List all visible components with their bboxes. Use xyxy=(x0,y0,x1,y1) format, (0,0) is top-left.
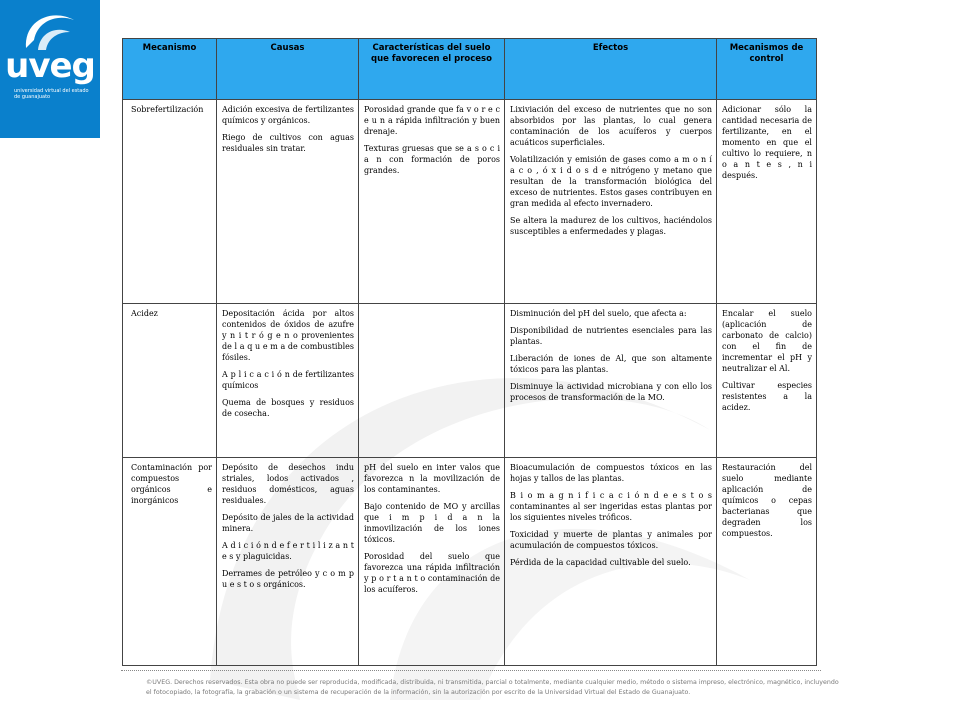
cell-mecanismo xyxy=(123,458,217,666)
mecanismo-text: Sobrefertilización xyxy=(131,105,204,114)
footer-divider xyxy=(121,670,821,672)
causa-text: Adición excesiva de fertilizantes químicos y orgánicos. xyxy=(222,105,354,125)
cell-mecanismo xyxy=(123,100,217,304)
header-caracteristicas: Características del suelo que favorecen el proceso xyxy=(359,39,505,100)
cell-causas xyxy=(217,304,359,458)
causa-text: A p l i c a c i ó n de fertilizantes químicos xyxy=(222,370,354,390)
cell-control xyxy=(717,100,817,304)
efecto-text: Liberación de iones de Al, que son altamente tóxicos para las plantas. xyxy=(510,354,712,374)
logo-wordmark: uveg xyxy=(5,46,95,86)
caracteristica-text: pH del suelo en inter valos que favorezca n la movilización de los contaminantes. xyxy=(364,463,500,494)
cell-efectos xyxy=(505,458,717,666)
copyright-notice: ©UVEG. Derechos reservados. Esta obra no puede ser reproducida, modificada, distribuida, ni transmitida, parcial o totalmente, mediante cualquier medio, método o sistema impreso, electrónico, magnético, incluyendo el fotocopiado, la fotografía, la grabación o un sistema de recuperación de la información, sin la autorización por escrito de la Universidad Virtual del Estado de Guanajuato. xyxy=(146,679,839,696)
table-row xyxy=(123,100,817,304)
header-efectos: Efectos xyxy=(505,39,717,100)
control-text: Encalar el suelo (aplicación de carbonato de calcio) con el fin de incrementar el pH y neutralizar el Al. xyxy=(722,309,812,373)
causa-text: Depósito de desechos indu striales, lodos activados , residuos domésticos, aguas residuales. xyxy=(222,463,354,505)
soil-degradation-table xyxy=(122,38,817,666)
cell-causas xyxy=(217,100,359,304)
cell-efectos xyxy=(505,304,717,458)
control-text: Cultivar especies resistentes a la acidez. xyxy=(722,381,812,412)
caracteristica-text: Bajo contenido de MO y arcillas que i m p i d a n la inmovilización de los iones tóxicos. xyxy=(364,502,500,544)
causa-text: A d i c i ó n d e f e r t i l i z a n t e s y plaguicidas. xyxy=(222,541,354,561)
header-control: Mecanismos de control xyxy=(717,39,817,100)
cell-caracteristicas xyxy=(359,458,505,666)
uveg-logo xyxy=(0,0,100,138)
cell-caracteristicas xyxy=(359,100,505,304)
cell-causas xyxy=(217,458,359,666)
caracteristica-text: Porosidad grande que fa v o r e c e u n a rápida infiltración y buen drenaje. xyxy=(364,105,500,136)
efecto-text: Bioacumulación de compuestos tóxicos en las hojas y tallos de las plantas. xyxy=(510,463,712,483)
causa-text: Quema de bosques y residuos de cosecha. xyxy=(222,398,354,418)
caracteristica-text: Porosidad del suelo que favorezca una rápida infiltración y p o r t a n t o contaminación de los acuíferos. xyxy=(364,552,500,594)
soil-degradation-table-container xyxy=(122,38,816,666)
efecto-text: Pérdida de la capacidad cultivable del suelo. xyxy=(510,558,691,567)
cell-control xyxy=(717,304,817,458)
cell-efectos xyxy=(505,100,717,304)
caracteristica-text: Texturas gruesas que se a s o c i a n con formación de poros grandes. xyxy=(364,144,500,175)
efecto-text: Disminuye la actividad microbiana y con ello los procesos de transformación de la MO. xyxy=(510,382,712,402)
cell-mecanismo xyxy=(123,304,217,458)
efecto-text: Toxicidad y muerte de plantas y animales por acumulación de compuestos tóxicos. xyxy=(510,530,712,550)
efecto-text: Lixiviación del exceso de nutrientes que no son absorbidos por las plantas, lo cual genera contaminación de los acuíferos y cuerpos acuáticos superficiales. xyxy=(510,105,712,147)
efecto-text: B i o m a g n i f i c a c i ó n d e e s t o s contaminantes al ser ingeridas estas plantas por los siguientes niveles tróficos. xyxy=(510,491,712,522)
causa-text: Derrames de petróleo y c o m p u e s t o s orgánicos. xyxy=(222,569,354,589)
header-mecanismo: Mecanismo xyxy=(123,39,217,100)
mecanismo-text: Contaminación por compuestos orgánicos e inorgánicos xyxy=(131,463,212,505)
efecto-text: Se altera la madurez de los cultivos, haciéndolos susceptibles a enfermedades y plagas. xyxy=(510,216,712,236)
table-row xyxy=(123,458,817,666)
efecto-text: Disminución del pH del suelo, que afecta a: xyxy=(510,309,687,318)
cell-caracteristicas xyxy=(359,304,505,458)
table-header-row xyxy=(123,39,817,100)
efecto-text: Disponibilidad de nutrientes esenciales para las plantas. xyxy=(510,326,712,346)
logo-subtitle: universidad virtual del estado de guanajuato xyxy=(14,88,89,100)
control-text: Adicionar sólo la cantidad necesaria de fertilizante, en el momento en que el cultivo lo requiere, n o a n t e s , n i después. xyxy=(722,105,812,180)
causa-text: Depósito de jales de la actividad minera. xyxy=(222,513,354,533)
header-causas: Causas xyxy=(217,39,359,100)
table-row xyxy=(123,304,817,458)
causa-text: Riego de cultivos con aguas residuales sin tratar. xyxy=(222,133,354,153)
control-text: Restauración del suelo mediante aplicación de químicos o cepas bacterianas que degraden los compuestos. xyxy=(722,463,812,538)
mecanismo-text: Acidez xyxy=(131,309,158,318)
efecto-text: Volatilización y emisión de gases como a m o n í a c o , ó x i d o s d e nitrógeno y metano que resultan de la transformación biológica del exceso de nutrientes. Estos gases contribuyen en gran medida al efecto invernadero. xyxy=(510,155,712,208)
causa-text: Depositación ácida por altos contenidos de óxidos de azufre y n i t r ó g e n o provenientes de l a q u e m a de combustibles fósiles. xyxy=(222,309,354,362)
cell-control xyxy=(717,458,817,666)
